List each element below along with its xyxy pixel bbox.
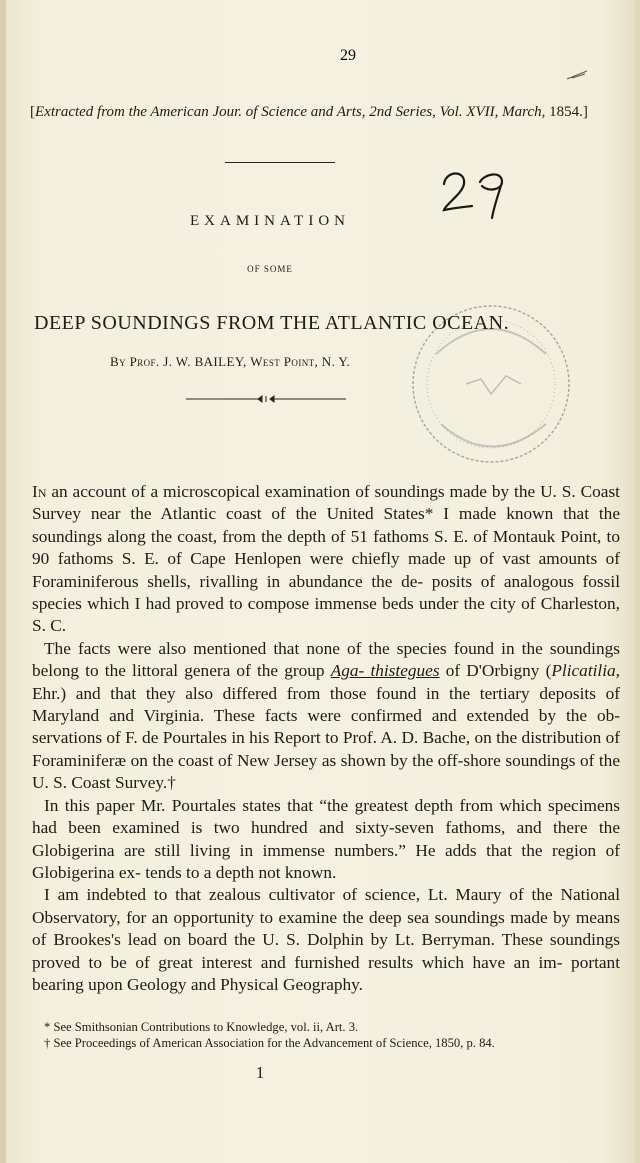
main-title: DEEP SOUNDINGS FROM THE ATLANTIC OCEAN. [34, 312, 510, 334]
paragraph-4: I am indebted to that zealous cultivator of science, Lt. Maury of the National Observatory, for an opportunity to examine the deep sea soundings made by means of Brookes's lead on board the U. S. Dolphin by Lt. Berryman. These soundings proved to be of great interest and furnished results which have an im- portant bearing upon Geology and Physical Geography. [32, 885, 620, 994]
paragraph-2-text-a: The facts were also mentioned that none of the species found in the soundings belong to the littoral genera of the group [32, 638, 620, 681]
handwritten-number [340, 47, 510, 220]
byline [110, 354, 530, 370]
pencil-mark-icon [566, 70, 588, 80]
byline-place: West Point, N. Y. [250, 354, 351, 369]
paragraph-1-lead: In [32, 482, 47, 501]
page-edge-left [0, 0, 6, 1163]
footnote-2: † See Proceedings of American Association for the Advancement of Science, 1850, p. 84. [44, 1036, 495, 1050]
header-divider [225, 162, 335, 163]
paragraph-2-text-b: of D'Orbigny ( [439, 661, 552, 681]
ornament-divider-icon [186, 393, 346, 405]
paragraph-3: In this paper Mr. Pourtales states that “the greatest depth from which specimens had been examined is two hundred and sixty-seven fathoms, and there the Globigerina are still living in immense numbers.” He adds that the region of Globigerina ex- tends to a depth not known. [32, 795, 620, 882]
title-examination: EXAMINATION [190, 213, 350, 229]
citation-bracket: [ [30, 104, 35, 120]
paragraph-1 [32, 481, 620, 638]
byline-author: J. W. BAILEY, [163, 354, 247, 369]
footnote-1: * See Smithsonian Contributions to Knowledge, vol. ii, Art. 3. [44, 1020, 359, 1034]
paragraph-2 [32, 638, 620, 795]
handwritten-number-text: 29 [340, 47, 356, 64]
genus-plicatilia: Plicatilia, [551, 661, 620, 681]
byline-prefix: By Prof. [110, 354, 160, 369]
page-edge-right [635, 0, 640, 1163]
article-body [32, 481, 620, 996]
citation-year: 1854.] [545, 104, 588, 120]
source-citation [30, 104, 610, 121]
paragraph-1-text: an account of a microscopical examination of soundings made by the U. S. Coast Survey near the Atlantic coast of the United States* I made known that the soundings along the coast, from the depth of 51 fathoms S. E. of Montauk Point, to 90 fathoms S. E. of Cape Henlopen were chiefly made up of vast amounts of Foraminiferous shells, rivalling in abundance the de- posits of analogous fossil species which I had proved to compose immense beds under the city of Charleston, S. C. [32, 482, 620, 636]
citation-source-text: Extracted from the American Jour. of Science and Arts, 2nd Series, Vol. XVII, March, [35, 104, 546, 120]
title-of-some: OF SOME [247, 264, 293, 274]
footnotes [32, 1019, 620, 1051]
page-number: 1 [255, 1063, 265, 1082]
genus-agathistegues: Aga- thistegues [330, 661, 440, 681]
paragraph-2-text-c: Ehr.) and that they also differed from those found in the tertiary deposits of Maryland and Virginia. These facts were confirmed and extended by the ob- servations of F. de Pourtales in his Report to Prof. A. D. Bache, on the distribution of Foraminiferæ on the coast of New Jersey as shown by the off-shore soundings of the U. S. Coast Survey.† [32, 683, 620, 793]
